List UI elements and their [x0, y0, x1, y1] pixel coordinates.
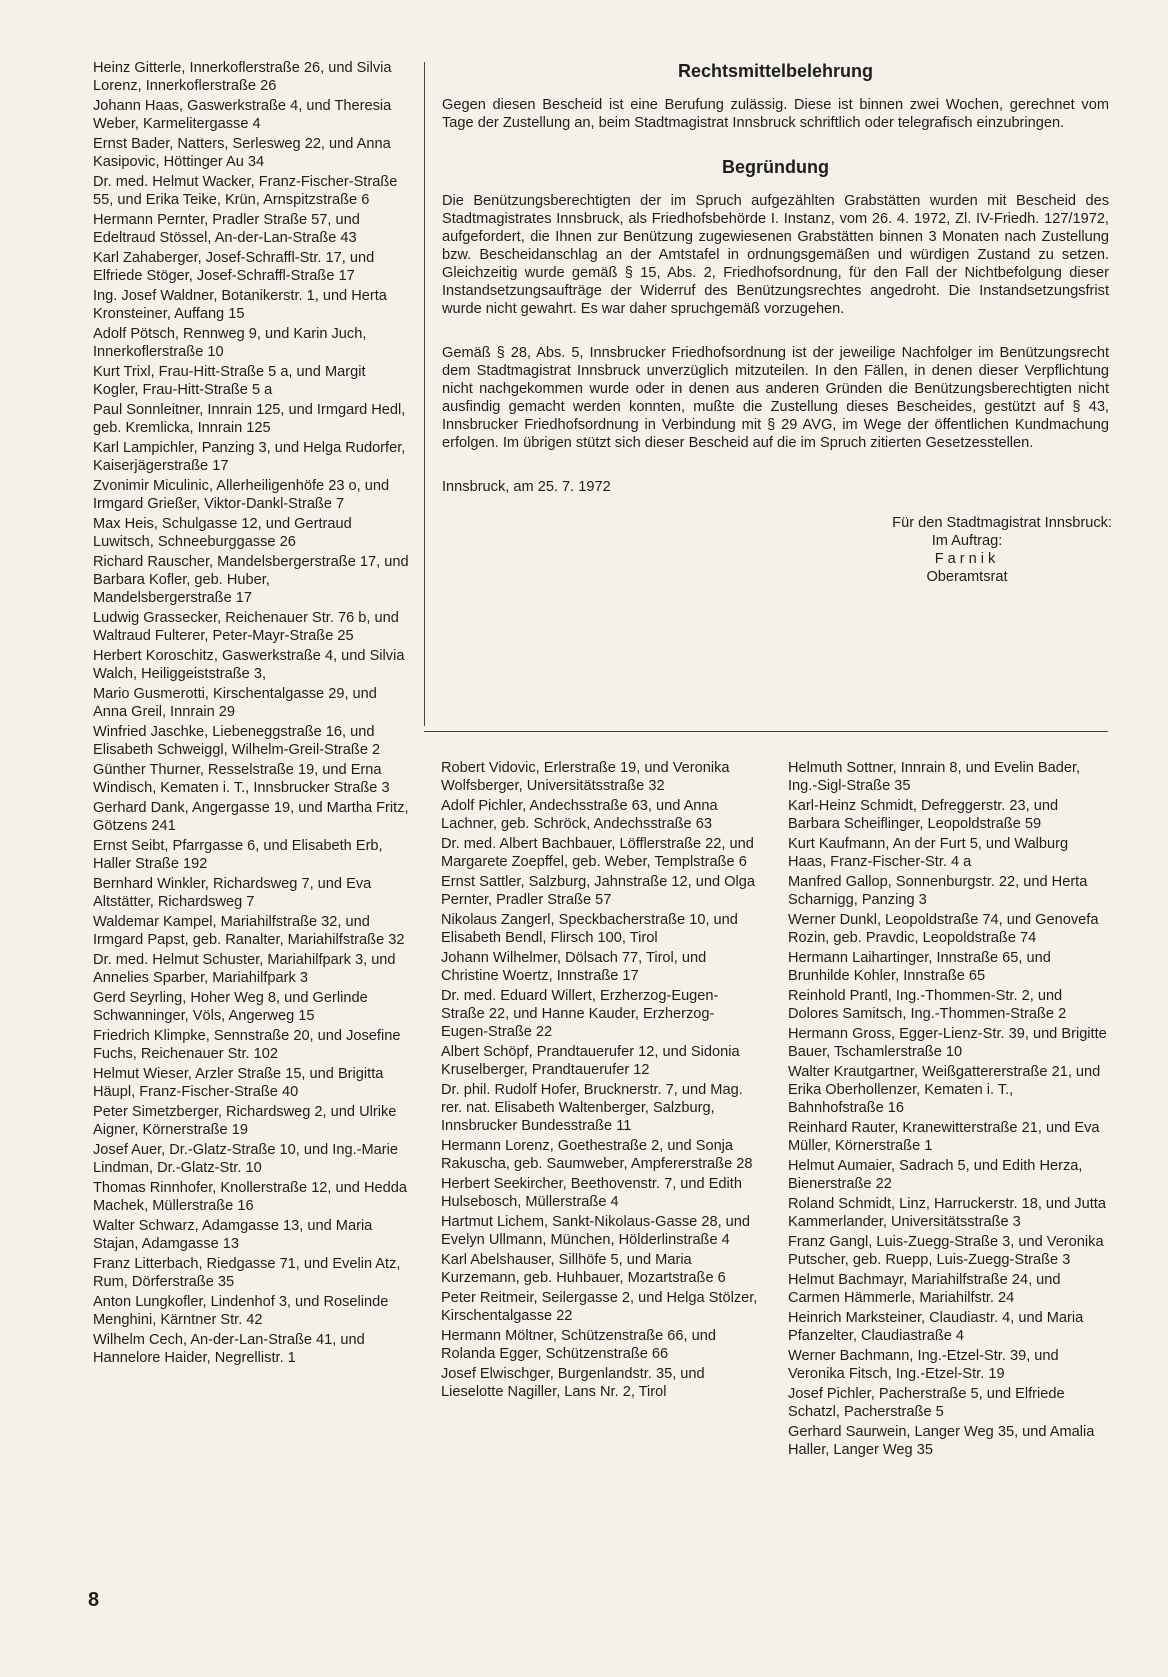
- burial-entry: Dr. phil. Rudolf Hofer, Brucknerstr. 7, und Mag. rer. nat. Elisabeth Waltenberger, Salzburg, Innsbrucker Bundesstraße 11: [441, 1082, 743, 1134]
- burial-entry: Hermann Möltner, Schützenstraße 66, und Rolanda Egger, Schützenstraße 66: [441, 1328, 716, 1362]
- burial-entry: Paul Sonnleitner, Innrain 125, und Irmgard Hedl, geb. Kremlicka, Innrain 125: [93, 402, 406, 436]
- burial-entry: Helmut Aumaier, Sadrach 5, und Edith Herza, Bienerstraße 22: [788, 1158, 1083, 1192]
- burial-entry: Heinz Gitterle, Innerkoflerstraße 26, und Silvia Lorenz, Innerkoflerstraße 26: [93, 60, 392, 94]
- burial-entry: Werner Dunkl, Leopoldstraße 74, und Genovefa Rozin, geb. Pravdic, Leopoldstraße 74: [788, 912, 1099, 946]
- burial-entry: Mario Gusmerotti, Kirschentalgasse 29, und Anna Greil, Innrain 29: [93, 686, 377, 720]
- burial-entry: Anton Lungkofler, Lindenhof 3, und Roselinde Menghini, Kärntner Str. 42: [93, 1294, 389, 1328]
- burial-entry: Ernst Bader, Natters, Serlesweg 22, und Anna Kasipovic, Höttinger Au 34: [93, 136, 391, 170]
- burial-entry: Hermann Pernter, Pradler Straße 57, und Edeltraud Stössel, An-der-Lan-Straße 43: [93, 212, 360, 246]
- burial-entry: Ernst Sattler, Salzburg, Jahnstraße 12, und Olga Pernter, Pradler Straße 57: [441, 874, 755, 908]
- burial-entry: Gerhard Dank, Angergasse 19, und Martha Fritz, Götzens 241: [93, 800, 409, 834]
- burial-entry: Franz Litterbach, Riedgasse 71, und Evelin Atz, Rum, Dörferstraße 35: [93, 1256, 401, 1290]
- signature-title: Oberamtsrat: [926, 569, 1008, 585]
- burial-entry: Karl-Heinz Schmidt, Defreggerstr. 23, und Barbara Scheiflinger, Leopoldstraße 59: [788, 798, 1059, 832]
- burial-entry: Ernst Seibt, Pfarrgasse 6, und Elisabeth Erb, Haller Straße 192: [93, 838, 383, 872]
- burial-entry: Walter Krautgartner, Weißgattererstraße 21, und Erika Oberhollenzer, Kematen i. T., Bahnhofstraße 16: [788, 1064, 1101, 1116]
- burial-entry: Max Heis, Schulgasse 12, und Gertraud Luwitsch, Schneeburggasse 26: [93, 516, 352, 550]
- burial-entry: Dr. med. Helmut Schuster, Mariahilfpark 3, und Annelies Sparber, Mariahilfpark 3: [93, 952, 396, 986]
- legal-notice: [442, 61, 1112, 586]
- burial-entry: Hermann Lorenz, Goethestraße 2, und Sonja Rakuscha, geb. Saumweber, Ampfererstraße 28: [441, 1138, 753, 1172]
- burial-entry: Dr. med. Eduard Willert, Erzherzog-Eugen-Straße 22, und Hanne Kauder, Erzherzog-Eugen-Straße 22: [441, 988, 719, 1040]
- heading-rechtsmittelbelehrung: Rechtsmittelbelehrung: [677, 61, 874, 81]
- burial-entry: Waldemar Kampel, Mariahilfstraße 32, und Irmgard Papst, geb. Ranalter, Mariahilfstraße 32: [93, 914, 405, 948]
- burial-entry: Nikolaus Zangerl, Speckbacherstraße 10, und Elisabeth Bendl, Flirsch 100, Tirol: [441, 912, 738, 946]
- burial-entry: Robert Vidovic, Erlerstraße 19, und Veronika Wolfsberger, Universitätsstraße 32: [441, 760, 730, 794]
- burial-entry: Hermann Laihartinger, Innstraße 65, und Brunhilde Kohler, Innstraße 65: [788, 950, 1051, 984]
- burial-entry: Reinhard Rauter, Kranewitterstraße 21, und Eva Müller, Körnerstraße 1: [788, 1120, 1100, 1154]
- burial-entry: Albert Schöpf, Prandtauerufer 12, und Sidonia Kruselberger, Prandtauerufer 12: [441, 1044, 740, 1078]
- signature-name: Farnik: [934, 551, 1000, 567]
- burial-entry: Günther Thurner, Resselstraße 19, und Erna Windisch, Kematen i. T., Innsbrucker Straße 3: [93, 762, 390, 796]
- burial-entry: Thomas Rinnhofer, Knollerstraße 12, und Hedda Machek, Müllerstraße 16: [93, 1180, 407, 1214]
- burial-entry: Adolf Pötsch, Rennweg 9, und Karin Juch, Innerkoflerstraße 10: [93, 326, 367, 360]
- burial-entry: Zvonimir Miculinic, Allerheiligenhöfe 23 o, und Irmgard Grießer, Viktor-Dankl-Straße 7: [93, 478, 390, 512]
- burial-entry: Heinrich Marksteiner, Claudiastr. 4, und Maria Pfanzelter, Claudiastraße 4: [788, 1310, 1084, 1344]
- burial-entry: Ludwig Grassecker, Reichenauer Str. 76 b, und Waltraud Fulterer, Peter-Mayr-Straße 25: [93, 610, 399, 644]
- burial-entry: Johann Wilhelmer, Dölsach 77, Tirol, und Christine Woertz, Innstraße 17: [441, 950, 707, 984]
- burial-entry: Dr. med. Helmut Wacker, Franz-Fischer-Straße 55, und Erika Teike, Krün, Arnspitzstraße 6: [93, 174, 398, 208]
- burial-entry: Werner Bachmann, Ing.-Etzel-Str. 39, und Veronika Fitsch, Ing.-Etzel-Str. 19: [788, 1348, 1059, 1382]
- burial-entry: Karl Lampichler, Panzing 3, und Helga Rudorfer, Kaiserjägerstraße 17: [93, 440, 406, 474]
- burial-entry: Hermann Gross, Egger-Lienz-Str. 39, und Brigitte Bauer, Tschamlerstraße 10: [788, 1026, 1107, 1060]
- burial-entry: Richard Rauscher, Mandelsbergerstraße 17, und Barbara Kofler, geb. Huber, Mandelsbergerstraße 17: [93, 554, 409, 606]
- signature-authority: Für den Stadtmagistrat Innsbruck:: [892, 515, 1112, 531]
- burial-entry: Manfred Gallop, Sonnenburgstr. 22, und Herta Scharnigg, Panzing 3: [788, 874, 1088, 908]
- burial-entry: Winfried Jaschke, Liebeneggstraße 16, und Elisabeth Schweiggl, Wilhelm-Greil-Straße 2: [93, 724, 381, 758]
- page-number: 8: [88, 1589, 100, 1611]
- burial-entry: Karl Abelshauser, Sillhöfe 5, und Maria Kurzemann, geb. Huhbauer, Mozartstraße 6: [441, 1252, 726, 1286]
- burial-entry: Dr. med. Albert Bachbauer, Löfflerstraße 22, und Margarete Zoepffel, geb. Weber, Templstraße 6: [441, 836, 754, 870]
- burial-entry: Karl Zahaberger, Josef-Schraffl-Str. 17, und Elfriede Stöger, Josef-Schraffl-Straße 17: [93, 250, 375, 284]
- burial-entry: Roland Schmidt, Linz, Harruckerstr. 18, und Jutta Kammerlander, Universitätsstraße 3: [788, 1196, 1106, 1230]
- left-column-entries: [93, 59, 411, 1369]
- burial-entry: Kurt Trixl, Frau-Hitt-Straße 5 a, und Margit Kogler, Frau-Hitt-Straße 5 a: [93, 364, 366, 398]
- burial-entry: Josef Pichler, Pacherstraße 5, und Elfriede Schatzl, Pacherstraße 5: [788, 1386, 1065, 1420]
- paragraph-reasoning: Die Benützungsberechtigten der im Spruch aufgezählten Grabstätten wurden mit Bescheid des Stadtmagistrates Innsbruck, als Friedhofsbehörde I. Instanz, vom 26. 4. 1972, Zl. IV-Friedh. 127/1972, aufgefordert, die Ihnen zur Benützung zugewiesenen Grabstätten binnen 3 Monaten nach Zustellung bzw. Bescheidanschlag an der Amtstafel in ordnungsgemäßen und würdigen Zustand zu setzen. Gleichzeitig wurde gemäß § 15, Abs. 2, Friedhofsordnung, für den Fall der Nichtbefolgung dieser Instandsetzungsaufträge der Widerruf des Benützungsrechtes angedroht. Die Instandsetzungsfrist wurde nicht gewahrt. Es war daher spruchgemäß vorzugehen.: [442, 193, 1109, 317]
- horizontal-divider: [424, 731, 1108, 732]
- burial-entry: Adolf Pichler, Andechsstraße 63, und Anna Lachner, geb. Schröck, Andechsstraße 63: [441, 798, 718, 832]
- burial-entry: Bernhard Winkler, Richardsweg 7, und Eva Altstätter, Richardsweg 7: [93, 876, 372, 910]
- right-column-entries: [788, 759, 1108, 1461]
- burial-entry: Gerd Seyrling, Hoher Weg 8, und Gerlinde Schwanninger, Völs, Angerweg 15: [93, 990, 368, 1024]
- burial-entry: Johann Haas, Gaswerkstraße 4, und Theresia Weber, Karmelitergasse 4: [93, 98, 392, 132]
- burial-entry: Walter Schwarz, Adamgasse 13, und Maria Stajan, Adamgasse 13: [93, 1218, 373, 1252]
- burial-entry: Wilhelm Cech, An-der-Lan-Straße 41, und Hannelore Haider, Negrellistr. 1: [93, 1332, 365, 1366]
- burial-entry: Reinhold Prantl, Ing.-Thommen-Str. 2, und Dolores Samitsch, Ing.-Thommen-Straße 2: [788, 988, 1067, 1022]
- middle-column-entries: [441, 759, 759, 1403]
- paragraph-successor-notice: Gemäß § 28, Abs. 5, Innsbrucker Friedhofsordnung ist der jeweilige Nachfolger im Benützungsrecht dem Stadtmagistrat Innsbruck unverzüglich mitzuteilen. In den Fällen, in denen dieser Verpflichtung nicht nachgekommen wurde oder in denen aus anderen Gründen die Benützungsberechtigten nicht ausfindig gemacht werden konnten, mußte die Zustellung dieses Bescheides, gestützt auf § 43, Innsbrucker Friedhofsordnung in Verbindung mit § 29 AVG, im Wege der öffentlichen Kundmachung erfolgen. Im übrigen stützt sich dieser Bescheid auf die im Spruch zitierten Gesetzesstellen.: [442, 345, 1109, 451]
- burial-entry: Josef Auer, Dr.-Glatz-Straße 10, und Ing.-Marie Lindman, Dr.-Glatz-Str. 10: [93, 1142, 398, 1176]
- burial-entry: Peter Reitmeir, Seilergasse 2, und Helga Stölzer, Kirschentalgasse 22: [441, 1290, 758, 1324]
- date-line: Innsbruck, am 25. 7. 1972: [442, 479, 611, 495]
- burial-entry: Ing. Josef Waldner, Botanikerstr. 1, und Herta Kronsteiner, Auffang 15: [93, 288, 387, 322]
- burial-entry: Hartmut Lichem, Sankt-Nikolaus-Gasse 28, und Evelyn Ullmann, München, Hölderlinstraße 4: [441, 1214, 751, 1248]
- burial-entry: Franz Gangl, Luis-Zuegg-Straße 3, und Veronika Putscher, geb. Ruepp, Luis-Zuegg-Straße 3: [788, 1234, 1104, 1268]
- vertical-divider: [424, 62, 425, 726]
- burial-entry: Kurt Kaufmann, An der Furt 5, und Walburg Haas, Franz-Fischer-Str. 4 a: [788, 836, 1069, 870]
- burial-entry: Helmut Bachmayr, Mariahilfstraße 24, und Carmen Hämmerle, Mariahilfstr. 24: [788, 1272, 1061, 1306]
- signature-on-behalf: Im Auftrag:: [931, 533, 1003, 549]
- signature-block: [822, 514, 1112, 586]
- burial-entry: Friedrich Klimpke, Sennstraße 20, und Josefine Fuchs, Reichenauer Str. 102: [93, 1028, 401, 1062]
- paragraph-appeal-instructions: Gegen diesen Bescheid ist eine Berufung zulässig. Diese ist binnen zwei Wochen, gerechnet vom Tage der Zustellung an, beim Stadtmagistrat Innsbruck schriftlich oder telegrafisch einzubringen.: [442, 97, 1109, 131]
- burial-entry: Herbert Koroschitz, Gaswerkstraße 4, und Silvia Walch, Heiliggeiststraße 3,: [93, 648, 405, 682]
- burial-entry: Helmut Wieser, Arzler Straße 15, und Brigitta Häupl, Franz-Fischer-Straße 40: [93, 1066, 384, 1100]
- burial-entry: Herbert Seekircher, Beethovenstr. 7, und Edith Hulsebosch, Müllerstraße 4: [441, 1176, 742, 1210]
- heading-begruendung: Begründung: [722, 157, 829, 177]
- burial-entry: Gerhard Saurwein, Langer Weg 35, und Amalia Haller, Langer Weg 35: [788, 1424, 1095, 1458]
- burial-entry: Peter Simetzberger, Richardsweg 2, und Ulrike Aigner, Körnerstraße 19: [93, 1104, 397, 1138]
- burial-entry: Helmuth Sottner, Innrain 8, und Evelin Bader, Ing.-Sigl-Straße 35: [788, 760, 1081, 794]
- burial-entry: Josef Elwischger, Burgenlandstr. 35, und Lieselotte Nagiller, Lans Nr. 2, Tirol: [441, 1366, 705, 1400]
